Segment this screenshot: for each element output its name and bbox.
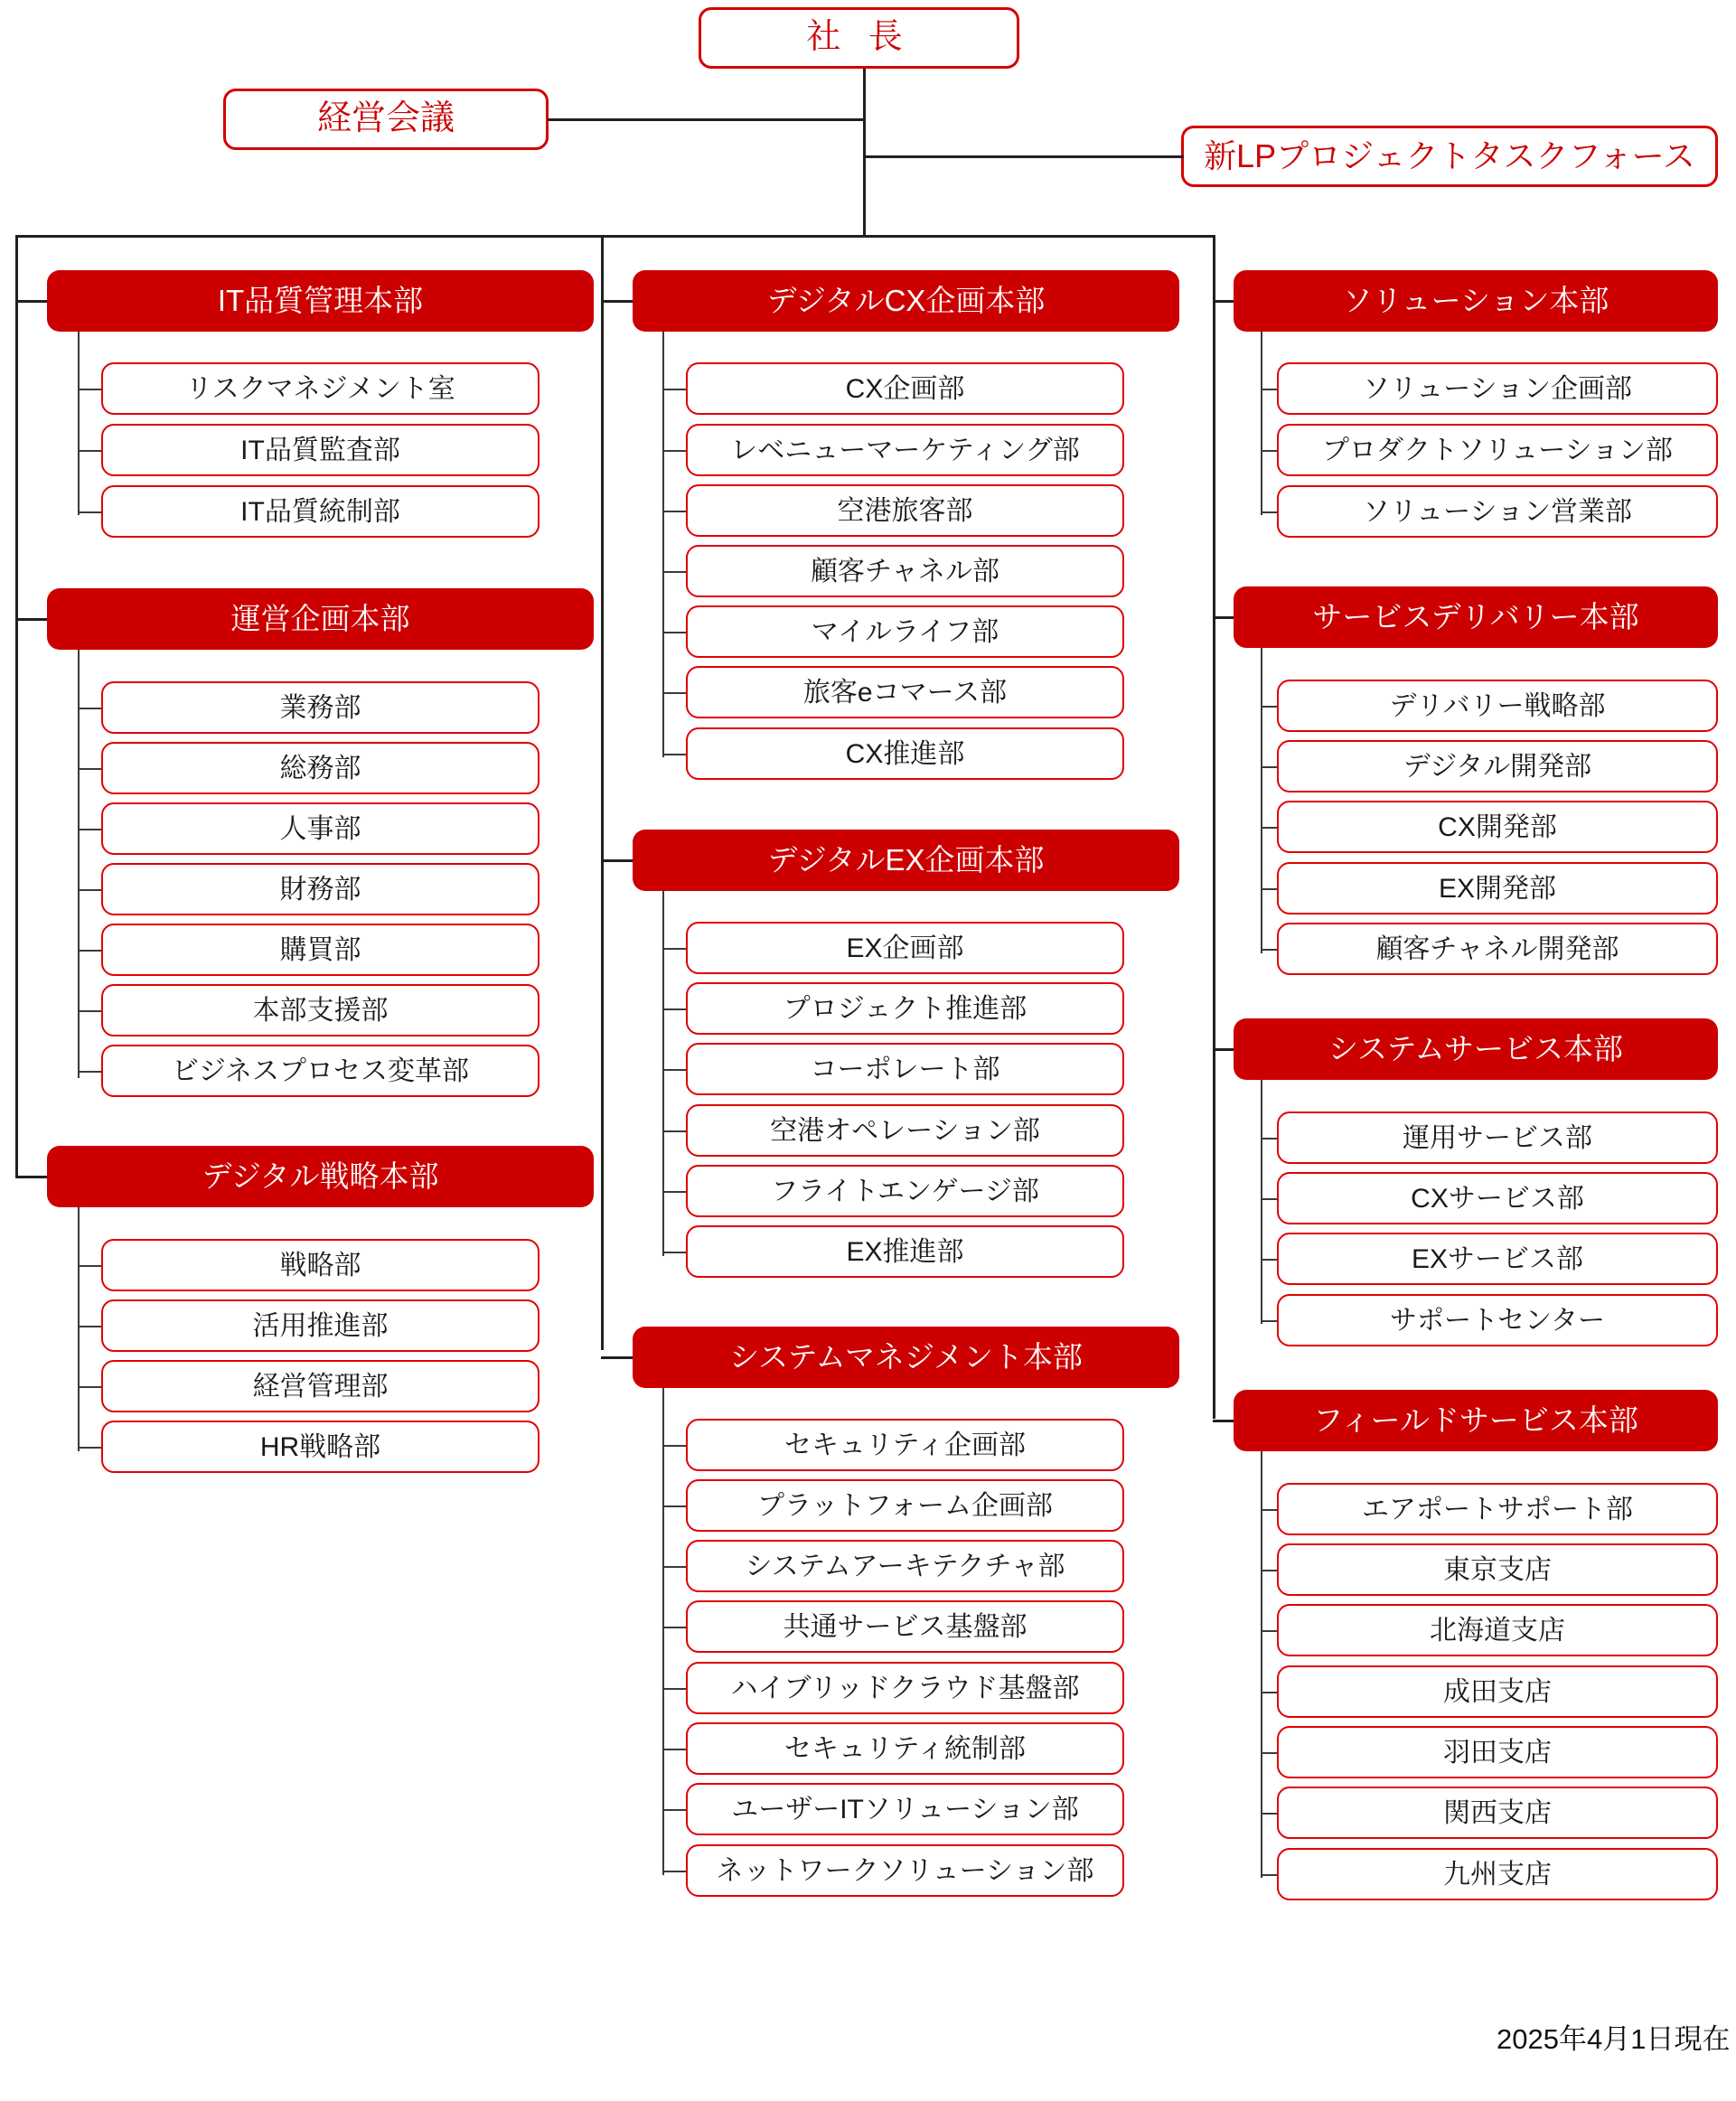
center-div1-leaf2-stub [662, 1069, 688, 1071]
division-header-service-delivery[interactable]: サービスデリバリー本部 [1234, 586, 1718, 648]
left-div0-leaf1-stub [78, 450, 103, 452]
department-box[interactable]: 東京支店 [1277, 1543, 1718, 1596]
center-div2-leaf7-stub [662, 1871, 688, 1872]
left-div1-leaf5-stub [78, 1010, 103, 1012]
center-div2-subtrunk [662, 1388, 664, 1875]
management-meeting-box[interactable]: 経営会議 [223, 89, 549, 150]
division-header-system-management[interactable]: システムマネジメント本部 [633, 1327, 1179, 1388]
right-div1-subtrunk [1261, 648, 1262, 953]
department-box[interactable]: 空港旅客部 [686, 484, 1124, 537]
department-box[interactable]: 共通サービス基盤部 [686, 1600, 1124, 1653]
department-box[interactable]: サポートセンター [1277, 1294, 1718, 1346]
division-header-digital-cx-planning[interactable]: デジタルCX企画本部 [633, 270, 1179, 332]
left-div0-stub [15, 300, 49, 303]
department-box[interactable]: ビジネスプロセス変革部 [101, 1045, 540, 1097]
left-div1-leaf4-stub [78, 950, 103, 952]
department-box[interactable]: 成田支店 [1277, 1665, 1718, 1718]
center-div0-leaf4-stub [662, 632, 688, 633]
department-box[interactable]: 業務部 [101, 681, 540, 734]
department-box[interactable]: ハイブリッドクラウド基盤部 [686, 1662, 1124, 1714]
department-box[interactable]: EX開発部 [1277, 862, 1718, 914]
division-header-it-quality-management[interactable]: IT品質管理本部 [47, 270, 594, 332]
center-div1-subtrunk [662, 891, 664, 1256]
department-box[interactable]: CX企画部 [686, 362, 1124, 415]
department-box[interactable]: EX推進部 [686, 1225, 1124, 1278]
department-box[interactable]: EX企画部 [686, 922, 1124, 974]
department-box[interactable]: フライトエンゲージ部 [686, 1165, 1124, 1217]
center-div0-leaf0-stub [662, 389, 688, 390]
department-box[interactable]: 北海道支店 [1277, 1604, 1718, 1656]
center-div2-leaf4-stub [662, 1688, 688, 1690]
department-box[interactable]: CX推進部 [686, 727, 1124, 780]
center-div2-leaf3-stub [662, 1627, 688, 1628]
department-box[interactable]: 九州支店 [1277, 1848, 1718, 1900]
left-column-trunk [15, 235, 18, 1178]
left-div0-leaf0-stub [78, 389, 103, 390]
left-div1-stub [15, 618, 49, 621]
department-box[interactable]: 空港オペレーション部 [686, 1104, 1124, 1157]
left-div2-leaf2-stub [78, 1386, 103, 1388]
center-column-trunk [601, 235, 604, 1350]
division-header-digital-strategy[interactable]: デジタル戦略本部 [47, 1146, 594, 1207]
department-box[interactable]: リスクマネジメント室 [101, 362, 540, 415]
department-box[interactable]: 関西支店 [1277, 1787, 1718, 1839]
department-box[interactable]: 旅客eコマース部 [686, 666, 1124, 718]
president-drop-line [863, 69, 866, 237]
department-box[interactable]: コーポレート部 [686, 1043, 1124, 1095]
division-header-field-service[interactable]: フィールドサービス本部 [1234, 1390, 1718, 1451]
center-div0-leaf2-stub [662, 511, 688, 512]
left-div0-leaf2-stub [78, 511, 103, 513]
department-box[interactable]: レベニューマーケティング部 [686, 424, 1124, 476]
as-of-date-label: 2025年4月1日現在 [1497, 2023, 1731, 2055]
division-header-digital-ex-planning[interactable]: デジタルEX企画本部 [633, 830, 1179, 891]
department-box[interactable]: 経営管理部 [101, 1360, 540, 1412]
center-div0-stub [601, 300, 634, 303]
department-box[interactable]: デリバリー戦略部 [1277, 680, 1718, 732]
department-box[interactable]: 羽田支店 [1277, 1726, 1718, 1778]
division-header-solution[interactable]: ソリューション本部 [1234, 270, 1718, 332]
department-box[interactable]: 活用推進部 [101, 1299, 540, 1352]
center-div0-leaf5-stub [662, 692, 688, 694]
center-div1-leaf3-stub [662, 1130, 688, 1132]
department-box[interactable]: プロダクトソリューション部 [1277, 424, 1718, 476]
department-box[interactable]: 顧客チャネル部 [686, 545, 1124, 597]
division-header-system-service[interactable]: システムサービス本部 [1234, 1018, 1718, 1080]
department-box[interactable]: HR戦略部 [101, 1421, 540, 1473]
task-force-box[interactable]: 新LPプロジェクトタスクフォース [1181, 126, 1718, 187]
president-box[interactable]: 社 長 [699, 7, 1019, 69]
center-div1-leaf4-stub [662, 1191, 688, 1193]
department-box[interactable]: 購買部 [101, 924, 540, 976]
left-div1-leaf1-stub [78, 768, 103, 770]
department-box[interactable]: CXサービス部 [1277, 1172, 1718, 1224]
department-box[interactable]: ネットワークソリューション部 [686, 1844, 1124, 1897]
task-force-connector [863, 155, 1184, 158]
center-div0-leaf6-stub [662, 754, 688, 755]
left-div2-leaf1-stub [78, 1326, 103, 1327]
department-box[interactable]: ソリューション企画部 [1277, 362, 1718, 415]
department-box[interactable]: ユーザーITソリューション部 [686, 1783, 1124, 1835]
left-div2-leaf3-stub [78, 1447, 103, 1449]
center-div1-leaf1-stub [662, 1008, 688, 1010]
department-box[interactable]: プロジェクト推進部 [686, 982, 1124, 1035]
center-div1-stub [601, 859, 634, 862]
center-div0-leaf3-stub [662, 571, 688, 573]
division-header-operations-planning[interactable]: 運営企画本部 [47, 588, 594, 650]
center-div2-stub [601, 1356, 634, 1359]
department-box[interactable]: エアポートサポート部 [1277, 1483, 1718, 1535]
department-box[interactable]: 総務部 [101, 742, 540, 794]
department-box[interactable]: 戦略部 [101, 1239, 540, 1291]
left-div0-subtrunk [78, 332, 80, 515]
department-box[interactable]: セキュリティ企画部 [686, 1419, 1124, 1471]
center-div2-leaf0-stub [662, 1445, 688, 1447]
department-box[interactable]: ソリューション営業部 [1277, 485, 1718, 538]
department-box[interactable]: マイルライフ部 [686, 605, 1124, 658]
left-div2-stub [15, 1176, 49, 1178]
center-div2-leaf6-stub [662, 1809, 688, 1811]
department-box[interactable]: プラットフォーム企画部 [686, 1479, 1124, 1532]
left-div1-leaf3-stub [78, 889, 103, 891]
department-box[interactable]: 人事部 [101, 802, 540, 855]
department-box[interactable]: 顧客チャネル開発部 [1277, 923, 1718, 975]
department-box[interactable]: システムアーキテクチャ部 [686, 1540, 1124, 1592]
management-meeting-connector [548, 118, 866, 121]
center-div2-leaf1-stub [662, 1505, 688, 1507]
center-div1-leaf5-stub [662, 1252, 688, 1253]
center-div0-leaf1-stub [662, 450, 688, 452]
department-box[interactable]: 本部支援部 [101, 984, 540, 1036]
department-box[interactable]: IT品質統制部 [101, 485, 540, 538]
right-div0-subtrunk [1261, 332, 1262, 515]
department-box[interactable]: セキュリティ統制部 [686, 1722, 1124, 1775]
left-div1-leaf0-stub [78, 708, 103, 709]
left-div1-subtrunk [78, 650, 80, 1078]
department-box[interactable]: EXサービス部 [1277, 1233, 1718, 1285]
center-div1-leaf0-stub [662, 948, 688, 950]
right-column-trunk [1213, 235, 1215, 1419]
left-div1-leaf6-stub [78, 1071, 103, 1073]
department-box[interactable]: IT品質監査部 [101, 424, 540, 476]
left-div1-leaf2-stub [78, 829, 103, 830]
department-box[interactable]: 財務部 [101, 863, 540, 915]
department-box[interactable]: CX開発部 [1277, 801, 1718, 853]
main-bus-line [15, 235, 1215, 238]
left-div2-subtrunk [78, 1207, 80, 1451]
department-box[interactable]: デジタル開発部 [1277, 740, 1718, 793]
center-div2-leaf5-stub [662, 1749, 688, 1750]
right-div2-subtrunk [1261, 1080, 1262, 1324]
department-box[interactable]: 運用サービス部 [1277, 1111, 1718, 1164]
left-div2-leaf0-stub [78, 1265, 103, 1267]
center-div2-leaf2-stub [662, 1566, 688, 1568]
